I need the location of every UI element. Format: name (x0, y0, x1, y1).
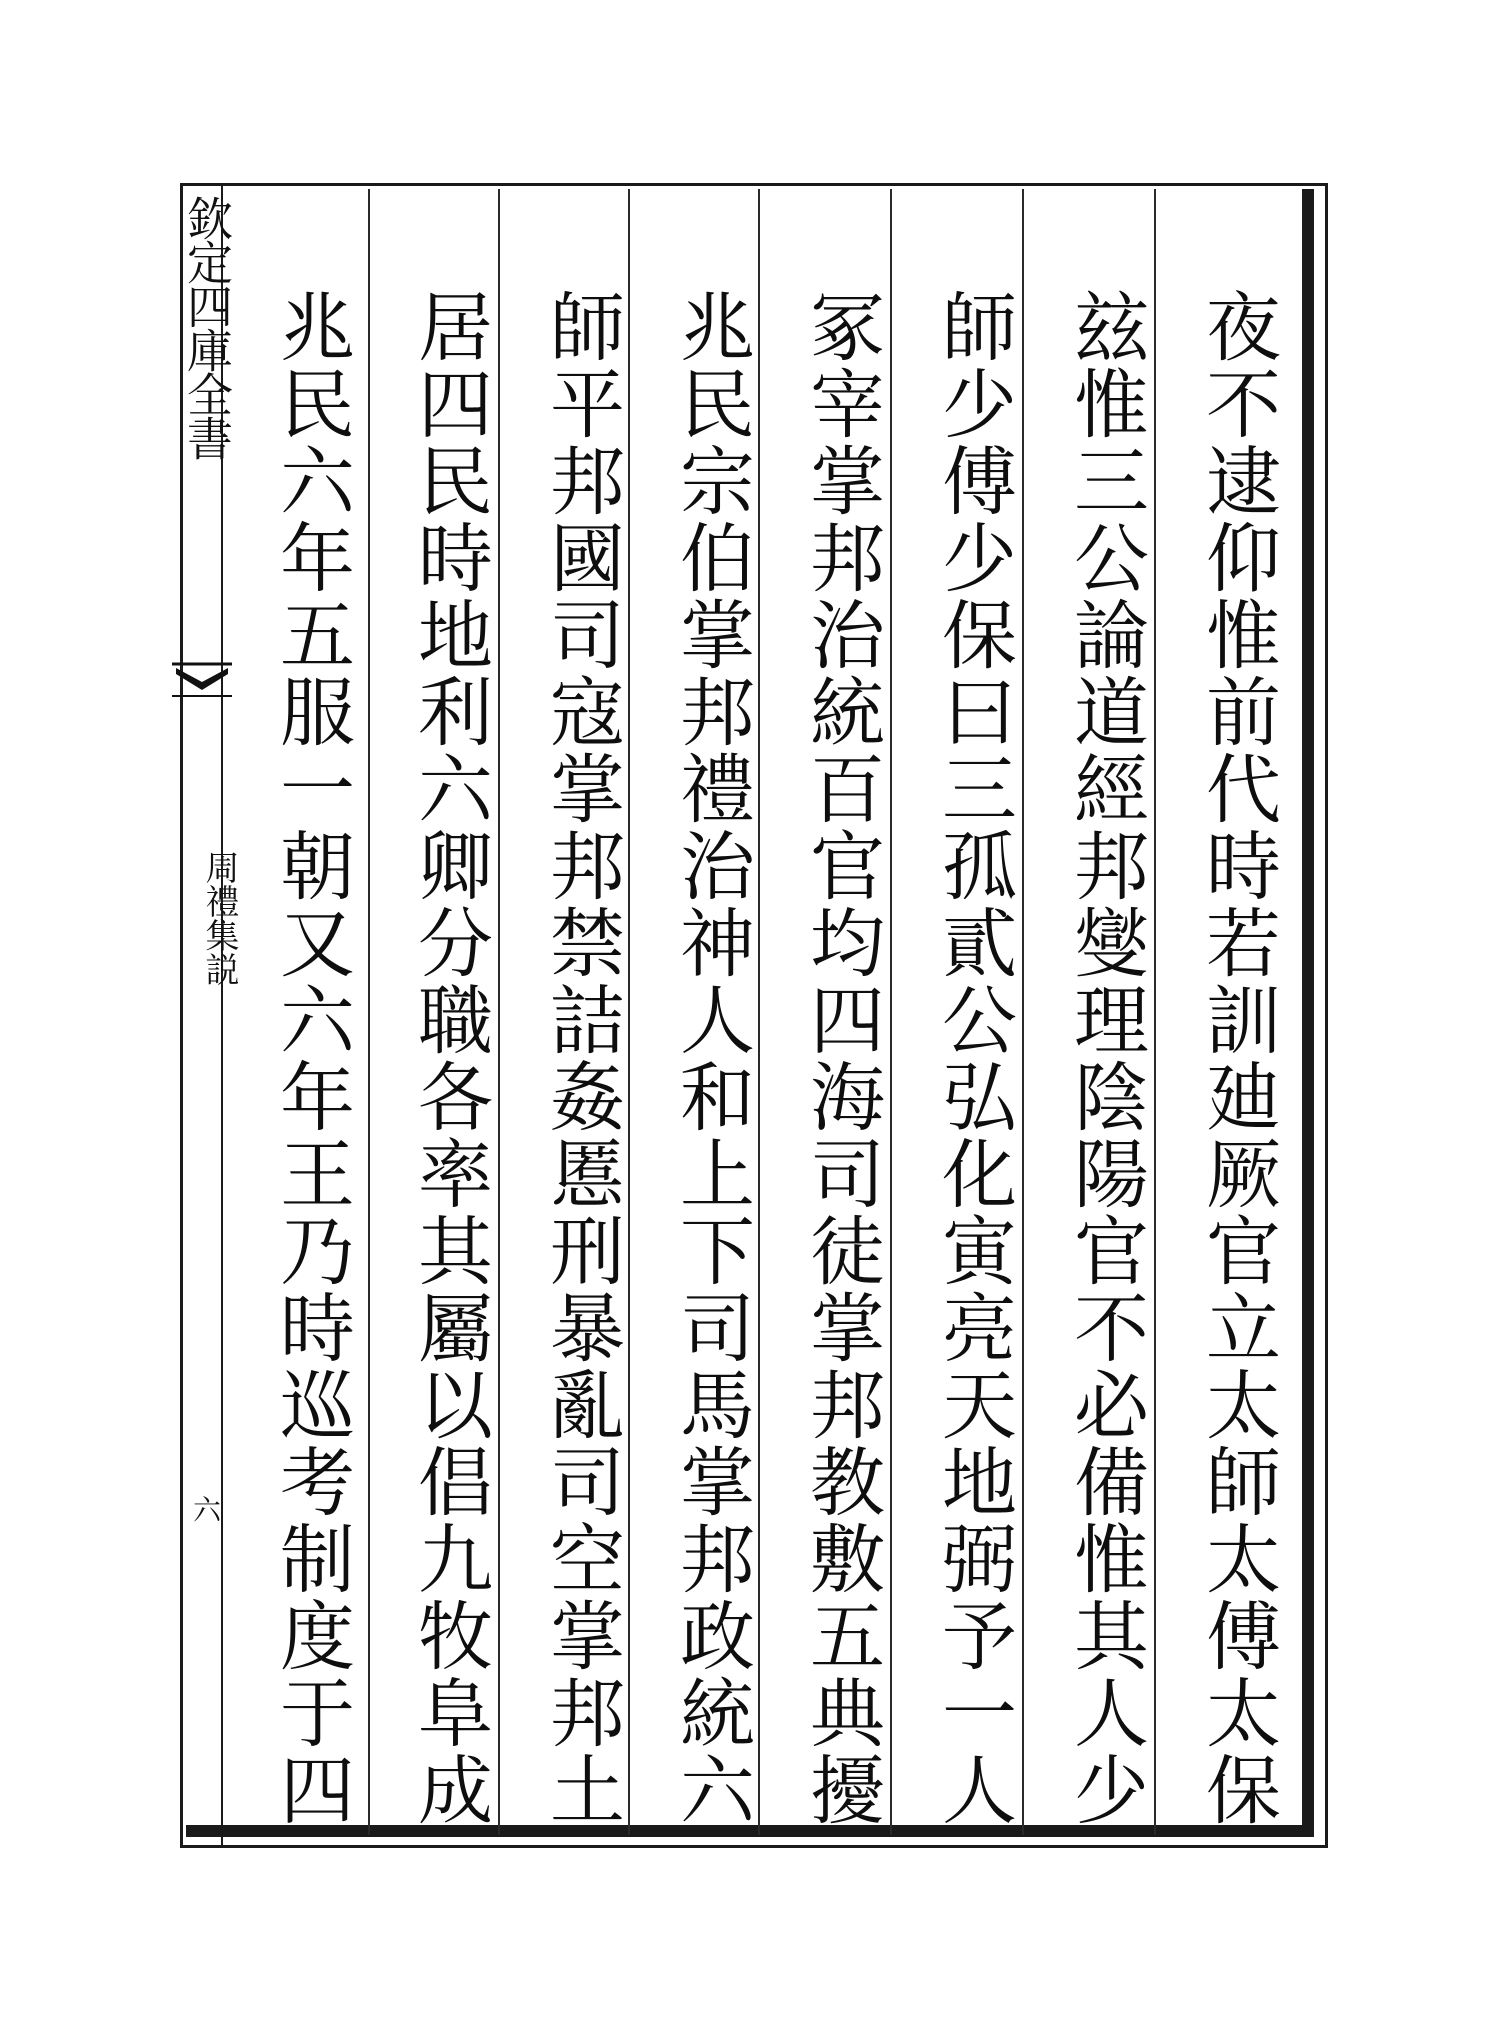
text-column: 冢宰掌邦治統百官均四海司徒掌邦教敷五典擾 (798, 288, 886, 1828)
fish-tail-ornament (172, 660, 232, 700)
column-rule (368, 189, 370, 1835)
text-column: 兆民宗伯掌邦禮治神人和上下司馬掌邦政統六 (668, 288, 756, 1828)
book-title: 周禮集説 (199, 850, 239, 986)
text-column: 師少傅少保曰三孤貳公弘化寅亮天地弼予一人 (930, 288, 1018, 1828)
text-column: 夜不逮仰惟前代時若訓廸厥官立太師太傅太保 (1194, 288, 1282, 1828)
page-number: 六 (189, 1495, 222, 1523)
text-column: 玆惟三公論道經邦燮理陰陽官不必備惟其人少 (1062, 288, 1150, 1828)
collection-title: 欽定四庫全書 (180, 195, 234, 459)
text-column: 居四民時地利六卿分職各率其屬以倡九牧阜成 (406, 288, 494, 1828)
text-column: 兆民六年五服一朝又六年王乃時巡考制度于四 (268, 288, 356, 1828)
text-column: 師平邦國司寇掌邦禁詰姦慝刑暴亂司空掌邦土 (538, 288, 626, 1828)
